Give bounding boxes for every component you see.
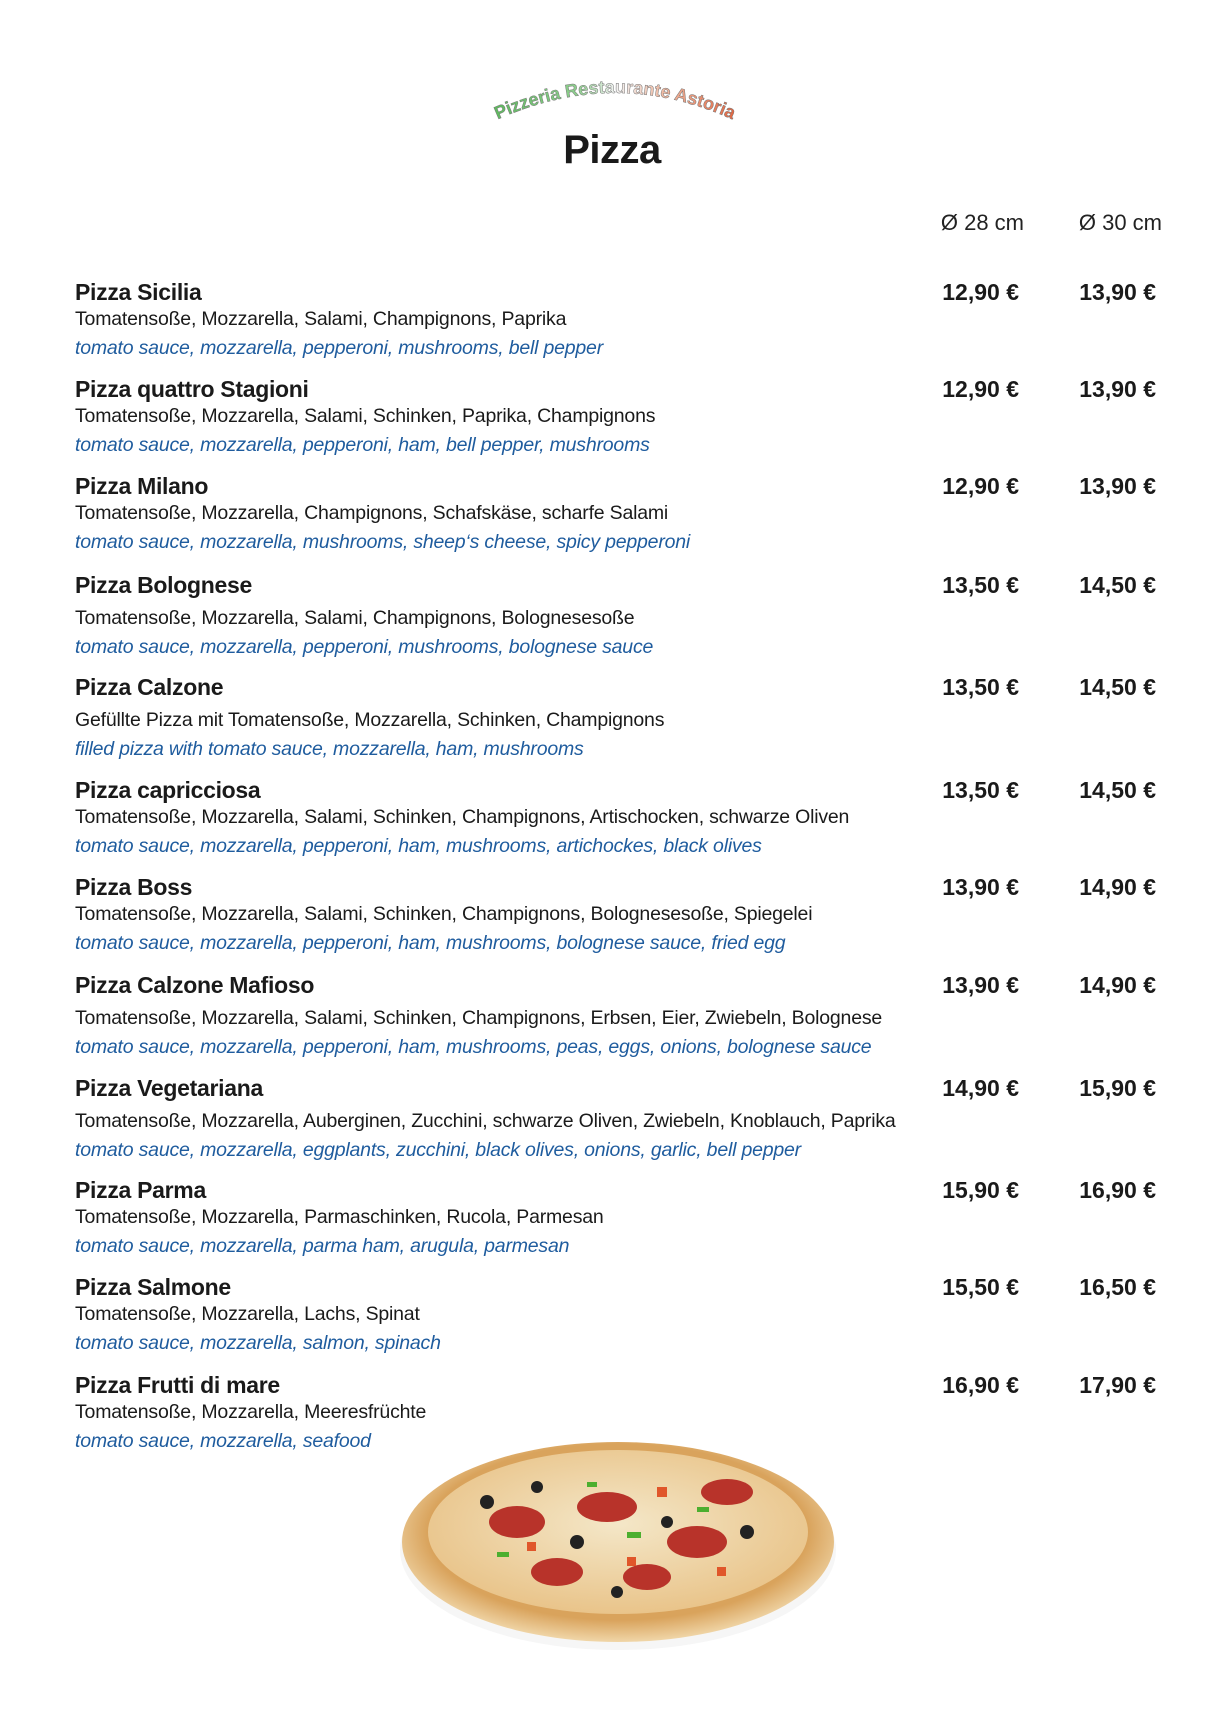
price-28cm: 12,90 €	[942, 473, 1019, 499]
menu-item	[75, 874, 1165, 974]
size-header-28: Ø 28 cm	[940, 210, 1024, 235]
menu-item	[75, 572, 1165, 672]
menu-item	[75, 674, 1165, 774]
price-30cm: 14,50 €	[1079, 572, 1156, 598]
menu-item	[75, 1177, 1165, 1277]
item-name: Pizza Boss	[75, 874, 193, 900]
description-german: Tomatensoße, Mozzarella, Salami, Schinken, Champignons, Erbsen, Eier, Zwiebeln, Bolognese	[75, 1007, 883, 1029]
price-30cm: 14,50 €	[1079, 777, 1156, 803]
price-28cm: 12,90 €	[942, 376, 1019, 402]
price-30cm: 13,90 €	[1079, 279, 1156, 305]
price-28cm: 15,90 €	[942, 1177, 1019, 1203]
price-28cm: 14,90 €	[942, 1075, 1019, 1101]
price-28cm: 13,90 €	[942, 874, 1019, 900]
menu-item	[75, 279, 1165, 379]
description-english: tomato sauce, mozzarella, pepperoni, ham, mushrooms, peas, eggs, onions, bolognese sauce	[75, 1036, 872, 1058]
svg-text:Pizzeria Restaurante Astoria	[491, 77, 739, 124]
description-german: Tomatensoße, Mozzarella, Salami, Champignons, Paprika	[75, 308, 567, 330]
description-english: tomato sauce, mozzarella, eggplants, zucchini, black olives, onions, garlic, bell pepper	[75, 1139, 801, 1161]
price-30cm: 16,50 €	[1079, 1274, 1156, 1300]
item-name: Pizza Calzone Mafioso	[75, 972, 315, 998]
description-german: Tomatensoße, Mozzarella, Salami, Schinken, Champignons, Bolognesesoße, Spiegelei	[75, 903, 813, 925]
size-header-30: Ø 30 cm	[1078, 210, 1162, 235]
description-english: tomato sauce, mozzarella, mushrooms, sheep‘s cheese, spicy pepperoni	[75, 531, 691, 553]
item-name: Pizza capricciosa	[75, 777, 261, 803]
price-28cm: 13,50 €	[942, 777, 1019, 803]
item-name: Pizza Sicilia	[75, 279, 202, 305]
description-german: Tomatensoße, Mozzarella, Salami, Schinken, Champignons, Artischocken, schwarze Oliven	[75, 806, 850, 828]
item-name: Pizza Calzone	[75, 674, 224, 700]
pizza-image	[397, 1432, 839, 1654]
logo-text: Pizzeria Restaurante Astoria	[491, 76, 739, 124]
menu-item	[75, 1075, 1165, 1175]
item-name: Pizza Frutti di mare	[75, 1372, 280, 1398]
description-english: tomato sauce, mozzarella, pepperoni, ham, mushrooms, artichockes, black olives	[75, 835, 762, 857]
price-30cm: 17,90 €	[1079, 1372, 1156, 1398]
page-title: Pizza	[563, 128, 661, 172]
description-english: tomato sauce, mozzarella, seafood	[75, 1430, 371, 1452]
price-28cm: 16,90 €	[942, 1372, 1019, 1398]
price-30cm: 14,90 €	[1079, 874, 1156, 900]
price-30cm: 13,90 €	[1079, 376, 1156, 402]
description-german: Tomatensoße, Mozzarella, Meeresfrüchte	[75, 1401, 427, 1423]
menu-item	[75, 473, 1165, 573]
description-german: Tomatensoße, Mozzarella, Lachs, Spinat	[75, 1303, 420, 1325]
price-30cm: 16,90 €	[1079, 1177, 1156, 1203]
description-english: tomato sauce, mozzarella, pepperoni, ham, bell pepper, mushrooms	[75, 434, 650, 456]
item-name: Pizza Bolognese	[75, 572, 252, 598]
item-name: Pizza quattro Stagioni	[75, 376, 309, 402]
description-german: Tomatensoße, Mozzarella, Champignons, Schafskäse, scharfe Salami	[75, 502, 669, 524]
menu-item	[75, 777, 1165, 877]
description-english: tomato sauce, mozzarella, parma ham, arugula, parmesan	[75, 1235, 570, 1257]
price-28cm: 13,50 €	[942, 572, 1019, 598]
description-english: tomato sauce, mozzarella, pepperoni, ham, mushrooms, bolognese sauce, fried egg	[75, 932, 786, 954]
price-30cm: 14,90 €	[1079, 972, 1156, 998]
item-name: Pizza Parma	[75, 1177, 206, 1203]
price-28cm: 13,50 €	[942, 674, 1019, 700]
item-name: Pizza Milano	[75, 473, 209, 499]
description-english: tomato sauce, mozzarella, pepperoni, mushrooms, bolognese sauce	[75, 636, 654, 658]
price-30cm: 13,90 €	[1079, 473, 1156, 499]
description-english: tomato sauce, mozzarella, salmon, spinach	[75, 1332, 441, 1354]
menu-item	[75, 376, 1165, 476]
description-german: Gefüllte Pizza mit Tomatensoße, Mozzarella, Schinken, Champignons	[75, 709, 665, 731]
description-german: Tomatensoße, Mozzarella, Salami, Champignons, Bolognesesoße	[75, 607, 635, 629]
description-english: filled pizza with tomato sauce, mozzarella, ham, mushrooms	[75, 738, 584, 760]
price-28cm: 13,90 €	[942, 972, 1019, 998]
description-english: tomato sauce, mozzarella, pepperoni, mushrooms, bell pepper	[75, 337, 603, 359]
item-name: Pizza Vegetariana	[75, 1075, 263, 1101]
menu-item	[75, 1274, 1165, 1374]
menu-item	[75, 972, 1165, 1072]
description-german: Tomatensoße, Mozzarella, Salami, Schinken, Paprika, Champignons	[75, 405, 656, 427]
description-german: Tomatensoße, Mozzarella, Parmaschinken, Rucola, Parmesan	[75, 1206, 604, 1228]
price-30cm: 14,50 €	[1079, 674, 1156, 700]
item-name: Pizza Salmone	[75, 1274, 231, 1300]
description-german: Tomatensoße, Mozzarella, Auberginen, Zucchini, schwarze Oliven, Zwiebeln, Knoblauch, Paprika	[75, 1110, 896, 1132]
price-28cm: 15,50 €	[942, 1274, 1019, 1300]
price-28cm: 12,90 €	[942, 279, 1019, 305]
price-30cm: 15,90 €	[1079, 1075, 1156, 1101]
